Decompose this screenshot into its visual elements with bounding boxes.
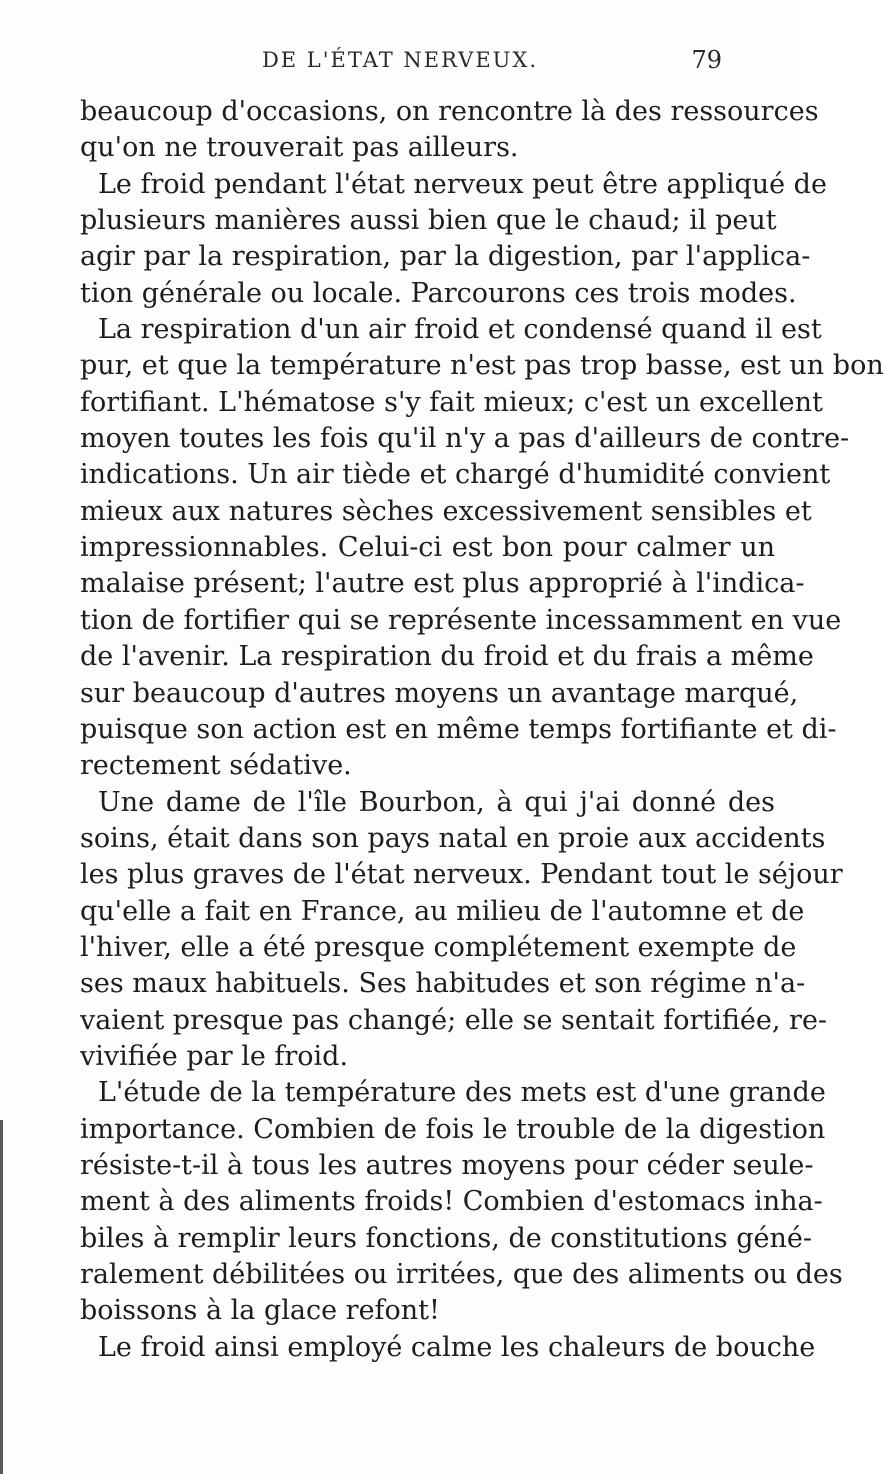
text-line: boissons à la glace refont! (80, 1295, 440, 1327)
text-line: importance. Combien de fois le trouble de la digestion (80, 1113, 826, 1145)
text-line: tion générale ou locale. Parcourons ces trois modes. (80, 277, 797, 309)
running-title: DE L'ÉTAT NERVEUX. (261, 48, 539, 72)
running-head (0, 42, 800, 82)
text-line: de l'avenir. La respiration du froid et du frais a même (80, 641, 814, 673)
text-line: qu'on ne trouverait pas ailleurs. (80, 132, 519, 164)
text-line: mieux aux natures sèches excessivement sensibles et (80, 495, 812, 527)
text-line: L'étude de la température des mets est d'une grande (98, 1077, 826, 1109)
text-line: La respiration d'un air froid et condensé quand il est (98, 314, 822, 346)
text-line: malaise présent; l'autre est plus approprié à l'indica- (80, 568, 805, 600)
text-line: beaucoup d'occasions, on rencontre là des ressources (80, 96, 819, 127)
text-line: plusieurs manières aussi bien que le chaud; il peut (80, 205, 777, 237)
text-line: indications. Un air tiède et chargé d'humidité convient (80, 459, 831, 491)
text-line: rectement sédative. (80, 750, 352, 782)
text-line: Le froid ainsi employé calme les chaleurs de bouche (98, 1331, 816, 1363)
text-line: tion de fortifier qui se représente incessamment en vue (80, 604, 842, 636)
text-line: impressionnables. Celui-ci est bon pour calmer un (80, 532, 775, 564)
text-line: les plus graves de l'état nerveux. Pendant tout le séjour (80, 859, 843, 891)
body-text (80, 94, 884, 1366)
text-line: puisque son action est en même temps fortifiante et di- (80, 713, 837, 745)
text-line: ralement débilitées ou irritées, que des aliments ou des (80, 1259, 843, 1290)
text-line: Une dame de l'île Bourbon, à qui j'ai donné des (98, 786, 775, 818)
page-number: 79 (691, 46, 722, 74)
text-line: soins, était dans son pays natal en proie aux accidents (80, 822, 826, 854)
text-line: fortifiant. L'hématose s'y fait mieux; c'est un excellent (80, 386, 823, 418)
text-line: résiste-t-il à tous les autres moyens pour céder seule- (80, 1149, 814, 1181)
text-line: qu'elle a fait en France, au milieu de l'automne et de (80, 895, 805, 927)
text-line: sur beaucoup d'autres moyens un avantage marqué, (80, 677, 799, 709)
text-line: ses maux habituels. Ses habitudes et son régime n'a- (80, 968, 806, 1000)
text-line: vivifiée par le froid. (80, 1040, 349, 1072)
text-line: pur, et que la température n'est pas trop basse, est un bon (80, 350, 884, 382)
text-line: Le froid pendant l'état nerveux peut être appliqué de (98, 168, 827, 200)
text-line: moyen toutes les fois qu'il n'y a pas d'ailleurs de contre- (80, 423, 850, 455)
text-line: ment à des aliments froids! Combien d'estomacs inha- (80, 1186, 823, 1218)
text-line: vaient presque pas changé; elle se sentait fortifiée, re- (80, 1004, 828, 1036)
text-line: l'hiver, elle a été presque complétement exempte de (80, 931, 797, 963)
text-line: biles à remplir leurs fonctions, de constitutions géné- (80, 1222, 812, 1254)
page-edge-shadow (0, 1120, 3, 1474)
text-line: agir par la respiration, par la digestion, par l'applica- (80, 241, 811, 273)
